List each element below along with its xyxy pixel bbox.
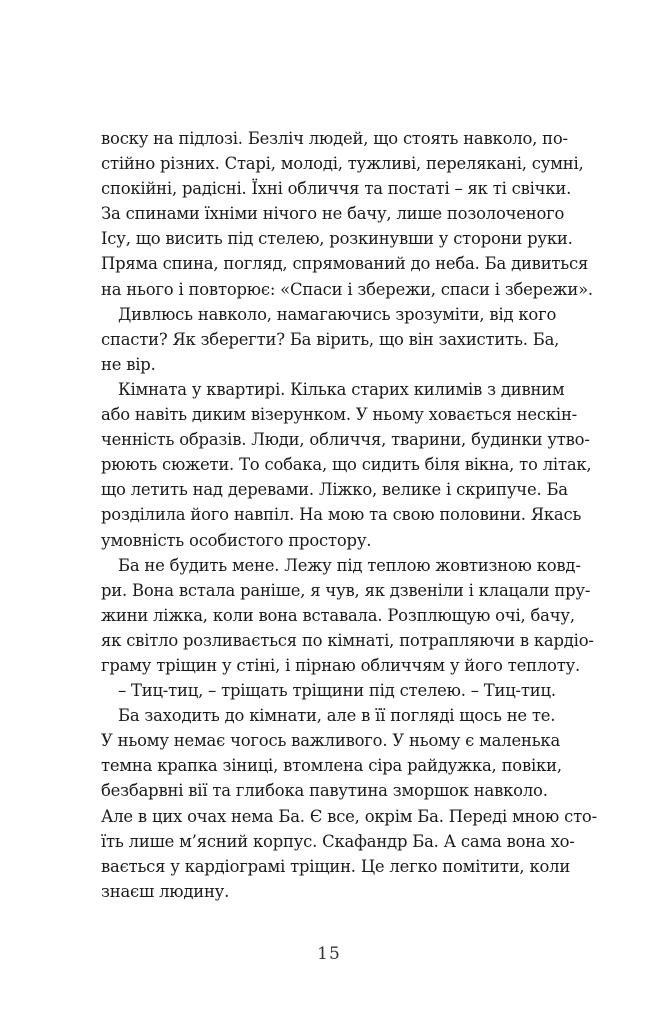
- text-line: Ба не будить мене. Лежу під теплою жовтизною ковд-: [118, 555, 581, 575]
- text-line: воску на підлозі. Безліч людей, що стоять навколо, по-: [101, 129, 568, 148]
- text-line: що летить над деревами. Ліжко, велике і скрипуче. Ба: [101, 480, 568, 500]
- text-line: жини ліжка, коли вона вставала. Розплющую очі, бачу,: [101, 605, 575, 625]
- text-line: стійно різних. Старі, молоді, тужливі, перелякані, сумні,: [101, 154, 584, 174]
- text-line: як світло розливається по кімнаті, потрапляючи в кардіо-: [101, 630, 594, 650]
- page-number: 15: [317, 944, 341, 964]
- text-line: рюють сюжети. То собака, що сидить біля вікна, то літак,: [101, 455, 592, 475]
- text-line: або навіть диким візерунком. У ньому ховається нескін-: [101, 405, 578, 425]
- text-line: граму тріщин у стіні, і пірнаю обличчям у його теплоту.: [101, 655, 581, 675]
- text-line: вається у кардіограмі тріщин. Це легко помітити, коли: [101, 856, 571, 876]
- text-line: – Тиц-тиц, – тріщать тріщини під стелею. – Тиц-тиц.: [118, 681, 556, 701]
- text-line: знаєш людину.: [101, 881, 230, 901]
- text-line: Пряма спина, погляд, спрямований до неба. Ба дивиться: [101, 254, 589, 274]
- text-line: У ньому немає чогось важливого. У ньому є маленька: [101, 731, 561, 751]
- text-line: Ба заходить до кімнати, але в її погляді щось не те.: [118, 706, 556, 726]
- text-line: спасти? Як зберегти? Ба вірить, що він захистить. Ба,: [101, 329, 560, 349]
- text-line: темна крапка зіниці, втомлена сіра райдужка, повіки,: [101, 756, 562, 776]
- text-line: ченність образів. Люди, обличчя, тварини, будинки утво-: [101, 430, 590, 450]
- body-text: [101, 126, 597, 904]
- text-line: їть лише м’ясний корпус. Скафандр Ба. А сама вона хо-: [101, 831, 575, 851]
- text-line: безбарвні вії та глибока павутина зморшок навколо.: [101, 781, 548, 801]
- text-line: За спинами їхніми нічого не бачу, лише позолоченого: [101, 204, 565, 224]
- text-line: умовність особистого простору.: [101, 530, 372, 550]
- text-line: спокійні, радісні. Їхні обличчя та постаті – як ті свічки.: [101, 179, 572, 199]
- text-line: не вір.: [101, 354, 156, 374]
- text-line: Ісу, що висить під стелею, розкинувши у сторони руки.: [101, 229, 573, 249]
- text-line: Але в цих очах нема Ба. Є все, окрім Ба. Переді мною сто-: [101, 806, 597, 826]
- text-line: розділила його навпіл. На мою та свою половини. Якась: [101, 505, 582, 525]
- text-line: ри. Вона встала раніше, я чув, як дзвеніли і клацали пру-: [101, 580, 591, 600]
- text-line: на нього і повторює: «Спаси і збережи, спаси і збережи».: [101, 279, 593, 299]
- text-line: Кімната у квартирі. Кілька старих килимів з дивним: [118, 379, 565, 399]
- text-line: Дивлюсь навколо, намагаючись зрозуміти, від кого: [118, 304, 557, 324]
